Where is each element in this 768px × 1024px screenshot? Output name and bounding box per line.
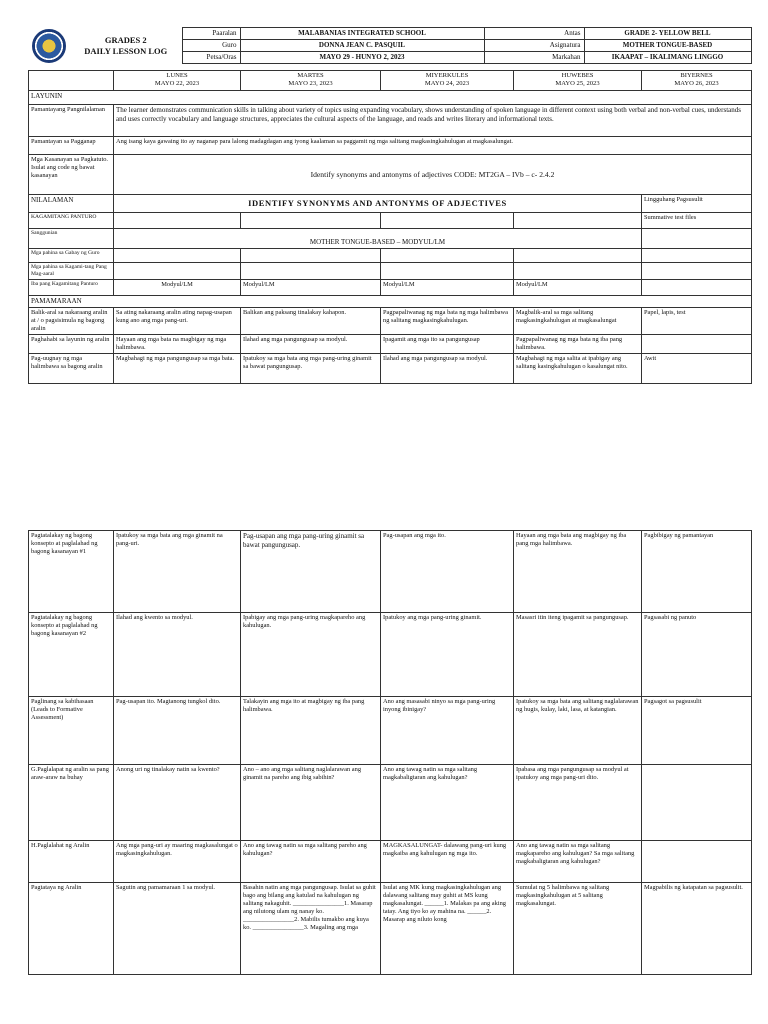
row-cell: Balikan ang paksang tinalakay kahapon.	[241, 307, 381, 334]
row-cell: Ipatukoy sa mga bata ang salitang naglalarawan ng hugis, kulay, laki, lasa, at katangian.	[514, 697, 642, 765]
row-cell: Sumulat ng 5 halimbawa ng salitang magkasingkahulugan at 5 salitang magkasalungat.	[514, 883, 642, 975]
row-cell: Ipatukoy sa mga bata ang mga pang-uring ginamit sa bawat pangungusap.	[241, 353, 381, 383]
paaralan-label: Paaralan	[182, 28, 240, 40]
row-cell: Ano – ano ang mga salitang naglalarawan ang ginamit na pareho ang ibig sabihin?	[241, 765, 381, 841]
sanggunian-friday	[642, 229, 752, 249]
modyul-tue: Modyul/LM	[241, 279, 381, 295]
deped-seal-icon	[32, 29, 66, 63]
kasanayan-label: Mga Kasanayan sa Pagkatuto. Isulat ang code ng bawat kasanayan	[29, 155, 114, 195]
grade-title: GRADES 2	[104, 34, 147, 45]
row-label: Balik-aral sa nakaraang aralin at / o pagsisimula ng bagong aralin	[29, 307, 114, 334]
row-cell: Ano ang tawag natin sa mga salitang magkabaligtaran ang kahulugan?	[381, 765, 514, 841]
gabay-label: Mga pahina sa Gabay ng Guro	[29, 249, 114, 263]
pamantayang-text: The learner demonstrates communication skills in talking about variety of topics using expanding vocabulary, shows understanding of spoken language in different context using both verbal and non-verbal cues, understands and uses correctly vocabulary and language structures, appreciates the cultural aspects of the language, and reads and writes literary and informational texts.	[114, 105, 752, 137]
row-cell: Pagbibigay ng pamantayan	[642, 531, 752, 613]
row-cell: Magpabilis ng katapatan sa pagsusulit.	[642, 883, 752, 975]
sanggunian-label: Sanggunian	[29, 229, 114, 249]
header-table	[28, 27, 752, 64]
row-label: Pagtatalakay ng bagong konsepto at paglalahad ng bagong kasanayan #2	[29, 613, 114, 697]
row-cell: Ipabasa ang mga pangungusap sa modyul at ipatukoy ang mga pang-uri dito.	[514, 765, 642, 841]
asignatura-value: MOTHER TONGUE-BASED	[584, 40, 751, 52]
kagamitan-label: KAGAMITANG PANTURO	[29, 213, 114, 229]
row-cell	[642, 334, 752, 353]
row-cell: MAGKASALUNGAT- dalawang pang-uri kung magkaiba ang kahulugan ng mga ito.	[381, 841, 514, 883]
paaralan-value: MALABANIAS INTEGRATED SCHOOL	[240, 28, 484, 40]
row-cell: Ang mga pang-uri ay maaring magkasalungat o magkasingkahulugan.	[114, 841, 241, 883]
row-label: G.Paglalapat ng aralin sa pang araw-araw na buhay	[29, 765, 114, 841]
row-label: Pagtatalakay ng bagong konsepto at paglalahad ng bagong kasanayan #1	[29, 531, 114, 613]
kagamitan-mon	[114, 213, 241, 229]
row-cell: Sa ating nakaraang aralin ating napag-usapan kung ano ang mga pang-uri.	[114, 307, 241, 334]
layunin-heading: LAYUNIN	[29, 91, 752, 105]
row-cell: Pagpapaliwanag ng mga bata ng iba pang halimbawa.	[514, 334, 642, 353]
row-cell: Masasri itin iteng ipagamit sa pangungusap.	[514, 613, 642, 697]
modyul-mon: Modyul/LM	[114, 279, 241, 295]
school-seal-cell	[28, 28, 70, 64]
antas-label: Antas	[484, 28, 584, 40]
kagamitan-tue	[241, 213, 381, 229]
row-cell: Ilahad ang kwento sa modyul.	[114, 613, 241, 697]
row-cell: Sagutin ang pamamaraan 1 sa modyul.	[114, 883, 241, 975]
row-cell: Ano ang masasabi ninyo sa mga pang-uring inyong ibinigay?	[381, 697, 514, 765]
kagamitan-friday: Summative test files	[642, 213, 752, 229]
guro-label: Guro	[182, 40, 240, 52]
row-cell: Ano ang tawag natin sa mga salitang pareho ang kahulugan?	[241, 841, 381, 883]
modyul-wed: Modyul/LM	[381, 279, 514, 295]
row-cell: Pagpapaliwanag ng mga bata ng mga halimbawa ng salitang magkasingkahulugan.	[381, 307, 514, 334]
row-cell: Hayaan ang mga bata na magbigay ng mga halimbawa.	[114, 334, 241, 353]
nilalaman-friday: Lingguhang Pagsusulit	[642, 195, 752, 213]
asignatura-label: Asignatura	[484, 40, 584, 52]
row-label: Paghahabi sa layunin ng aralin	[29, 334, 114, 353]
lesson-table-part2	[28, 530, 752, 975]
row-cell: Hayaan ang mga bata ang magbigay ng iba pang mga halimbawa.	[514, 531, 642, 613]
row-cell: Pagsasabi ng panuto	[642, 613, 752, 697]
pamamaraan-heading: PAMAMARAAN	[29, 295, 752, 307]
lesson-table-part1	[28, 70, 752, 384]
sanggunian-text: MOTHER TONGUE-BASED – MODYUL/LM	[114, 229, 642, 249]
blank-corner	[29, 71, 114, 91]
antas-value: GRADE 2- YELLOW BELL	[584, 28, 751, 40]
kagamitan-thu	[514, 213, 642, 229]
guro-value: DONNA JEAN C. PASQUIL	[240, 40, 484, 52]
modyul-thu: Modyul/LM	[514, 279, 642, 295]
day-thursday: HUWEBES MAYO 25, 2023	[514, 71, 642, 91]
row-cell	[642, 841, 752, 883]
day-monday: LUNES MAYO 22, 2023	[114, 71, 241, 91]
row-label: Paglinang sa kabihasaan (Leads to Formative Assessment)	[29, 697, 114, 765]
day-wednesday: MIYERKULES MAYO 24, 2023	[381, 71, 514, 91]
log-title: DAILY LESSON LOG	[84, 45, 168, 56]
kasanayan-text: Identify synonyms and antonyms of adjectives CODE: MT2GA – IVb – c- 2.4.2	[114, 155, 752, 195]
row-label: Pag-uugnay ng mga halimbawa sa bagong aralin	[29, 353, 114, 383]
row-cell: Magbahagi ng mga salita at ipabigay ang salitang kasingkahulugan o kasalungat nito.	[514, 353, 642, 383]
markahan-value: IKAAPAT – IKALIMANG LINGGO	[584, 52, 751, 64]
row-cell: Ilahad ang mga pangungusap sa modyul.	[241, 334, 381, 353]
row-cell: Papel, lapis, test	[642, 307, 752, 334]
markahan-label: Markahan	[484, 52, 584, 64]
kagamitang-label: Mga pahina sa Kagami-tang Pang Mag-aaral	[29, 263, 114, 280]
row-cell: Pagsagot sa pagsusulit	[642, 697, 752, 765]
kagamitan-wed	[381, 213, 514, 229]
pamantayang-label: Pamantayang Pangnilalaman	[29, 105, 114, 137]
day-friday: BIYERNES MAYO 26, 2023	[642, 71, 752, 91]
row-cell: Ipagamit ang mga ito sa pangungusap	[381, 334, 514, 353]
row-cell: Basahin natin ang mga pangungusap. Isulat sa guhit bago ang bilang ang katulad na kahulugan ng salitang nakaguhit. ________________1. Masarap ang nilutong ulam ng nanay ko. ________________2. Mabilis tumakbo ang kuya ko. ________________3. Magaling ang mga	[241, 883, 381, 975]
iba-label: Iba pang Kagamitang Panturo	[29, 279, 114, 295]
petsa-label: Petsa/Oras	[182, 52, 240, 64]
row-cell: Talakayin ang mga ito at magbigay ng iba pang halimbawa.	[241, 697, 381, 765]
row-cell: Pag-usapan ito. Magtanong tungkol dito.	[114, 697, 241, 765]
nilalaman-label: NILALAMAN	[29, 195, 114, 213]
row-cell: Awit	[642, 353, 752, 383]
pagganap-label: Pamantayan sa Pagganap	[29, 137, 114, 155]
day-tuesday: MARTES MAYO 23, 2023	[241, 71, 381, 91]
row-cell	[642, 765, 752, 841]
row-label: H.Paglalahat ng Aralin	[29, 841, 114, 883]
row-cell: Ipabigay ang mga pang-uring magkapareho ang kahulugan.	[241, 613, 381, 697]
row-cell: Pag-usapan ang mga ito.	[381, 531, 514, 613]
row-cell: Magbahagi ng mga pangungusap sa mga bata.	[114, 353, 241, 383]
row-cell: Ipatukoy ang mga pang-uring ginamit.	[381, 613, 514, 697]
pagganap-text: Ang isang kaya gawaing ito ay naganap para lalong madagdagan ang iyong kaalaman sa paggamit ng mga salitang magkasingkahulugan at magkasalungat.	[114, 137, 752, 155]
petsa-value: MAYO 29 - HUNYO 2, 2023	[240, 52, 484, 64]
row-cell: Magbalik-aral sa mga salitang magkasingkahulugan at magkasalungat	[514, 307, 642, 334]
row-cell: Pag-usapan ang mga pang-uring ginamit sa bawat pangungusap.	[241, 531, 381, 613]
header-titles	[70, 28, 182, 64]
row-cell: Ilahad ang mga pangungusap sa modyul.	[381, 353, 514, 383]
nilalaman-text: IDENTIFY SYNONYMS AND ANTONYMS OF ADJECTIVES	[114, 195, 642, 213]
row-label: Pagtataya ng Aralin	[29, 883, 114, 975]
row-cell: Anong uri ng tinalakay natin sa kwento?	[114, 765, 241, 841]
row-cell: Ano ang tawag natin sa mga salitang magkapareho ang kahulugan? Sa mga salitang magkabaligtaran ang kahulugan?	[514, 841, 642, 883]
row-cell: Ipatukoy sa mga bata ang mga ginamit na pang-uri.	[114, 531, 241, 613]
row-cell: Isulat ang MK kung magkasingkahulugan ang dalawang salitang may guhit at MS kung magkasalungat. ______1. Malakas pa ang aking tatay. Ang tiyo ko ay mahina na. ______2. Masarap ang niluto kong	[381, 883, 514, 975]
